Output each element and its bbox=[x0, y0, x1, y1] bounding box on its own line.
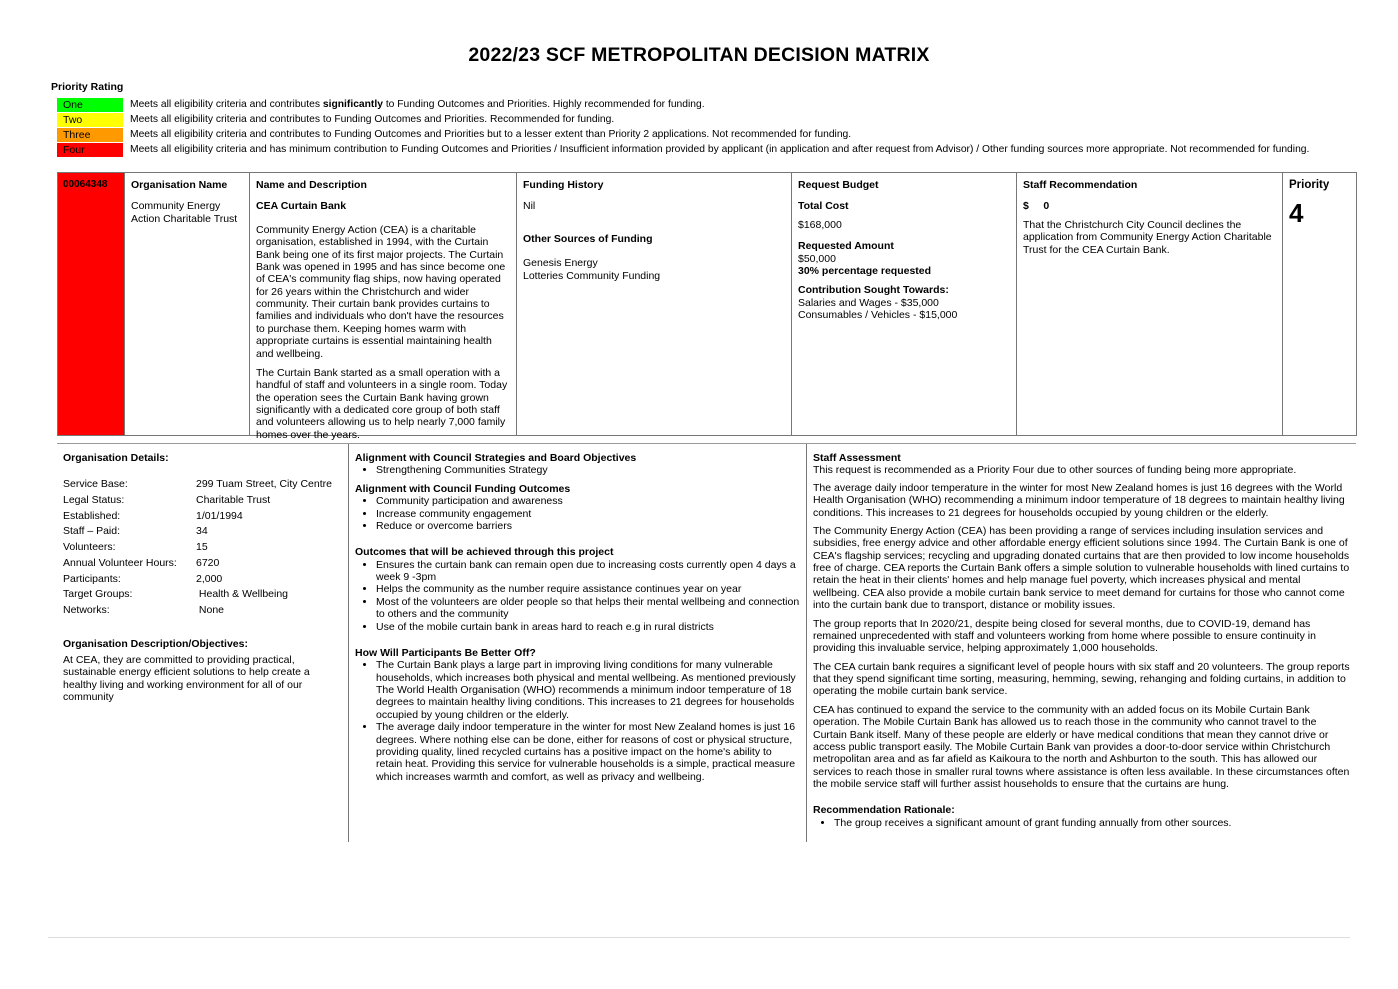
list-item: • Most of the volunteers are older people so that helps their mental wellbeing and connection to others and the community bbox=[376, 596, 800, 621]
org-detail-value: None bbox=[196, 603, 225, 616]
assessment-paragraph: The CEA curtain bank requires a significant level of people hours with six staff and 20 volunteers. The group reports that they spend significant time sorting, measuring, hemming, sewing, rehanging and folding curtains, in addition to operating the mobile curtain bank service. bbox=[813, 660, 1350, 698]
priority-swatch: Three bbox=[57, 128, 123, 142]
org-detail-value: 6720 bbox=[196, 556, 220, 569]
contribution-item: Consumables / Vehicles - $15,000 bbox=[798, 309, 958, 321]
priority-rating-row bbox=[57, 127, 1309, 142]
staff-assessment-column bbox=[806, 444, 1356, 842]
list-item: • Use of the mobile curtain bank in areas hard to reach e.g in rural districts bbox=[376, 621, 800, 633]
org-detail-key: Staff – Paid: bbox=[63, 525, 121, 538]
priority-description: Meets all eligibility criteria and contributes to Funding Outcomes and Priorities but to a lesser extent than Priority 2 applications. Not recommended for funding. bbox=[130, 128, 852, 140]
staff-assessment-heading: Staff Assessment bbox=[813, 452, 901, 464]
priority-value: 4 bbox=[1289, 197, 1304, 228]
org-detail-value: 2,000 bbox=[196, 572, 223, 585]
org-detail-value: Charitable Trust bbox=[196, 494, 271, 507]
priority-swatch: One bbox=[57, 98, 123, 112]
staff-recommendation-text: That the Christchurch City Council declines the application from Community Energy Action Charitable Trust for the CEA Curtain Bank. bbox=[1023, 218, 1272, 256]
org-detail-row bbox=[63, 588, 343, 604]
footer-divider bbox=[48, 937, 1350, 938]
other-sources-heading: Other Sources of Funding bbox=[523, 232, 653, 245]
priority-description: Meets all eligibility criteria and has minimum contribution to Funding Outcomes and Priorities / Insufficient information provided by applicant (in application and after request from Advisor) / Other funding sources more appropriate. Not recommended for funding. bbox=[130, 144, 1310, 156]
priority-column bbox=[1283, 173, 1356, 435]
staff-recommendation-column bbox=[1017, 173, 1283, 435]
priority-rating-row bbox=[57, 143, 1309, 158]
request-budget-column bbox=[792, 173, 1017, 435]
priority-swatch: Two bbox=[57, 113, 123, 127]
request-budget-heading: Request Budget bbox=[798, 179, 879, 191]
rationale-list bbox=[813, 817, 1350, 829]
project-description-2: The Curtain Bank started as a small operation with a handful of staff and volunteers in a single room. Today the operation sees the Curtain Bank having grown significantly with a dedicated core group of both staff and volunteers allowing us to help nearly 7,000 family homes over the years. bbox=[256, 366, 508, 441]
list-item: • Reduce or overcome barriers bbox=[376, 520, 800, 532]
requested-amount-label: Requested Amount bbox=[798, 240, 894, 253]
organisation-details bbox=[57, 444, 349, 842]
org-detail-key: Legal Status: bbox=[63, 494, 125, 507]
org-detail-row bbox=[63, 541, 343, 557]
org-detail-row bbox=[63, 525, 343, 541]
org-detail-row bbox=[63, 604, 343, 620]
list-item: • The average daily indoor temperature in the winter for most New Zealand homes is just 16 degrees. Where nothing else can be done, either for reasons of cost or physical structure, providing quality, lined recycled curtains has a positive impact on the home's ability to retain heat. Providing this service for vulnerable households is a simple, practical measure which increases warmth and comfort, as well as privacy and wellbeing. bbox=[376, 721, 800, 783]
org-name-heading: Organisation Name bbox=[131, 179, 228, 191]
total-cost-label: Total Cost bbox=[798, 200, 849, 213]
assessment-paragraph: The Community Energy Action (CEA) has been providing a range of services including insulation services and subsidies, free energy advice and other affordable energy efficient solutions since 1994. The Curtain Bank is one of CEA's flagship services; recycling and upgrading donated curtains that are then provided to low income households free of charge. CEA reports the Curtain Bank offers a simple solution to vulnerable households with lined curtains to retain the heat in their clients' homes and help manage fuel poverty, which increases physical and mental wellbeing. CEA also provide a mobile curtain bank service to meet demand for curtains for those who cannot come into the curtain bank due to transport, distance or mobility issues. bbox=[813, 524, 1350, 612]
project-description-1: Community Energy Action (CEA) is a charitable organisation, established in 1994, with the Curtain Bank being one of its first major projects. The Curtain Bank was opened in 1995 and has since become one of CEA's community flag ships, now having operated for 26 years within the Christchurch and wider community. Their curtain bank provides curtains to families and individuals who don't have the resources to purchase them. Keeping homes warm with appropriate curtains is essential maintaining health and wellbeing. bbox=[256, 223, 506, 360]
priority-rating-heading: Priority Rating bbox=[51, 81, 124, 93]
other-source-item: Genesis Energy bbox=[523, 257, 598, 270]
name-description-column bbox=[250, 173, 517, 441]
org-detail-key: Networks: bbox=[63, 603, 110, 616]
priority-rating-row bbox=[57, 97, 1309, 112]
strategies-list bbox=[355, 464, 800, 476]
list-item: • Ensures the curtain bank can remain open due to increasing costs currently open 4 days a week 9 -3pm bbox=[376, 559, 800, 584]
priority-rating-legend bbox=[57, 97, 1309, 158]
priority-description: Meets all eligibility criteria and contributes to Funding Outcomes and Priorities. Recommended for funding. bbox=[130, 113, 615, 125]
org-detail-key: Participants: bbox=[63, 572, 121, 585]
priority-swatch: Four bbox=[57, 143, 123, 157]
funding-outcomes-list bbox=[355, 495, 800, 532]
staff-recommendation-heading: Staff Recommendation bbox=[1023, 179, 1138, 191]
rationale-heading: Recommendation Rationale: bbox=[813, 804, 955, 817]
better-off-list bbox=[355, 659, 800, 783]
requested-amount-value: $50,000 bbox=[798, 252, 836, 265]
funding-history-value: Nil bbox=[523, 200, 536, 213]
org-detail-key: Volunteers: bbox=[63, 541, 116, 554]
organisation-name-column bbox=[125, 173, 250, 435]
org-details-list bbox=[63, 478, 343, 619]
org-detail-value: Health & Wellbeing bbox=[196, 588, 289, 601]
page-title: 2022/23 SCF METROPOLITAN DECISION MATRIX bbox=[468, 44, 930, 66]
list-item: • Increase community engagement bbox=[376, 508, 800, 520]
org-detail-value: 34 bbox=[196, 525, 208, 538]
org-details-heading: Organisation Details: bbox=[63, 452, 169, 464]
assessment-paragraph: CEA has continued to expand the service to the community with an added focus on its Mobile Curtain Bank operation. The Mobile Curtain Bank has allowed us to reach those in the community who cannot travel to the Curtain Bank itself. Many of these people are elderly or have medical conditions that mean they cannot drive or access public transport easily. The Mobile Curtain Bank van provides a door-to-door service within Christchurch metropolitan area and as far afield as Kaikoura to the north and Ashburton to the south. This has allowed our services to reach those in smaller rural towns where assistance is often less available. In these circumstances often the mobile service staff will further assist households to ensure that the curtains are hung. bbox=[813, 703, 1350, 790]
better-off-heading: How Will Participants Be Better Off? bbox=[355, 646, 536, 659]
assessment-paragraph: The average daily indoor temperature in the winter for most New Zealand homes is just 16 degrees with the World Health Organisation (WHO) recommending a minimum indoor temperature of 18 degrees to maintain healthy living conditions. This increases to 21 degrees for households occupied by young children or the elderly. bbox=[813, 481, 1345, 519]
assessment-paragraph: This request is recommended as a Priority Four due to other sources of funding being more appropriate. bbox=[813, 464, 1297, 477]
strategies-heading: Alignment with Council Strategies and Board Objectives bbox=[355, 452, 637, 464]
org-detail-row bbox=[63, 573, 343, 589]
achieved-outcomes-heading: Outcomes that will be achieved through this project bbox=[355, 546, 614, 559]
total-cost-value: $168,000 bbox=[798, 218, 842, 231]
funding-history-heading: Funding History bbox=[523, 179, 604, 191]
list-item: • Helps the community as the number require assistance continues year on year bbox=[376, 583, 800, 595]
org-detail-row bbox=[63, 510, 343, 526]
funding-history-column bbox=[517, 173, 792, 435]
alignment-column bbox=[348, 444, 806, 842]
details-section bbox=[57, 443, 1356, 842]
contribution-item: Salaries and Wages - $35,000 bbox=[798, 296, 939, 309]
assessment-paragraph: The group reports that In 2020/21, despite being closed for several months, due to COVID-19, demand has remained unprecedented with staff and volunteers working from home where possible to ensure continuity in providing this invaluable service, helping approximately 1,000 households. bbox=[813, 617, 1316, 655]
org-detail-row bbox=[63, 494, 343, 510]
org-name: Community Energy Action Charitable Trust bbox=[131, 200, 238, 225]
funding-outcomes-heading: Alignment with Council Funding Outcomes bbox=[355, 482, 571, 495]
priority-description: Meets all eligibility criteria and contributes significantly to Funding Outcomes and Priorities. Highly recommended for funding. bbox=[130, 98, 705, 110]
org-detail-value: 15 bbox=[196, 541, 208, 554]
requested-percentage: 30% percentage requested bbox=[798, 264, 932, 277]
name-description-heading: Name and Description bbox=[256, 179, 367, 191]
staff-recommended-amount: $ 0 bbox=[1023, 200, 1050, 213]
application-table bbox=[57, 172, 1357, 441]
staff-assessment-text bbox=[813, 464, 1350, 790]
other-source-item: Lotteries Community Funding bbox=[523, 269, 661, 282]
org-detail-key: Established: bbox=[63, 509, 121, 522]
org-detail-row bbox=[63, 557, 343, 573]
org-detail-key: Target Groups: bbox=[63, 588, 133, 601]
org-detail-value: 1/01/1994 bbox=[196, 509, 243, 522]
list-item: • Strengthening Communities Strategy bbox=[376, 464, 800, 476]
achieved-outcomes-list bbox=[355, 559, 800, 633]
priority-rating-row bbox=[57, 112, 1309, 127]
org-detail-key: Annual Volunteer Hours: bbox=[63, 556, 177, 569]
list-item: • The Curtain Bank plays a large part in improving living conditions for many vulnerable households, which increases both physical and mental wellbeing. As mentioned previously The World Health Organisation (WHO) recommends a minimum indoor temperature of 18 degrees to maintain healthy living conditions. This increases to 21 degrees for households occupied by young children or the elderly. bbox=[376, 659, 800, 721]
list-item: • Community participation and awareness bbox=[376, 495, 800, 507]
application-id: 00064348 bbox=[58, 173, 125, 435]
org-detail-value: 299 Tuam Street, City Centre bbox=[196, 478, 332, 491]
org-detail-key: Service Base: bbox=[63, 478, 128, 491]
org-description: At CEA, they are committed to providing practical, sustainable energy efficient solutions to help create a healthy living and working environment for all of our community bbox=[63, 653, 310, 704]
contribution-label: Contribution Sought Towards: bbox=[798, 284, 949, 297]
list-item: • The group receives a significant amount of grant funding annually from other sources. bbox=[834, 817, 1350, 829]
org-detail-row bbox=[63, 478, 343, 494]
priority-heading: Priority bbox=[1289, 179, 1330, 191]
project-name: CEA Curtain Bank bbox=[256, 200, 347, 213]
org-description-heading: Organisation Description/Objectives: bbox=[63, 637, 248, 650]
